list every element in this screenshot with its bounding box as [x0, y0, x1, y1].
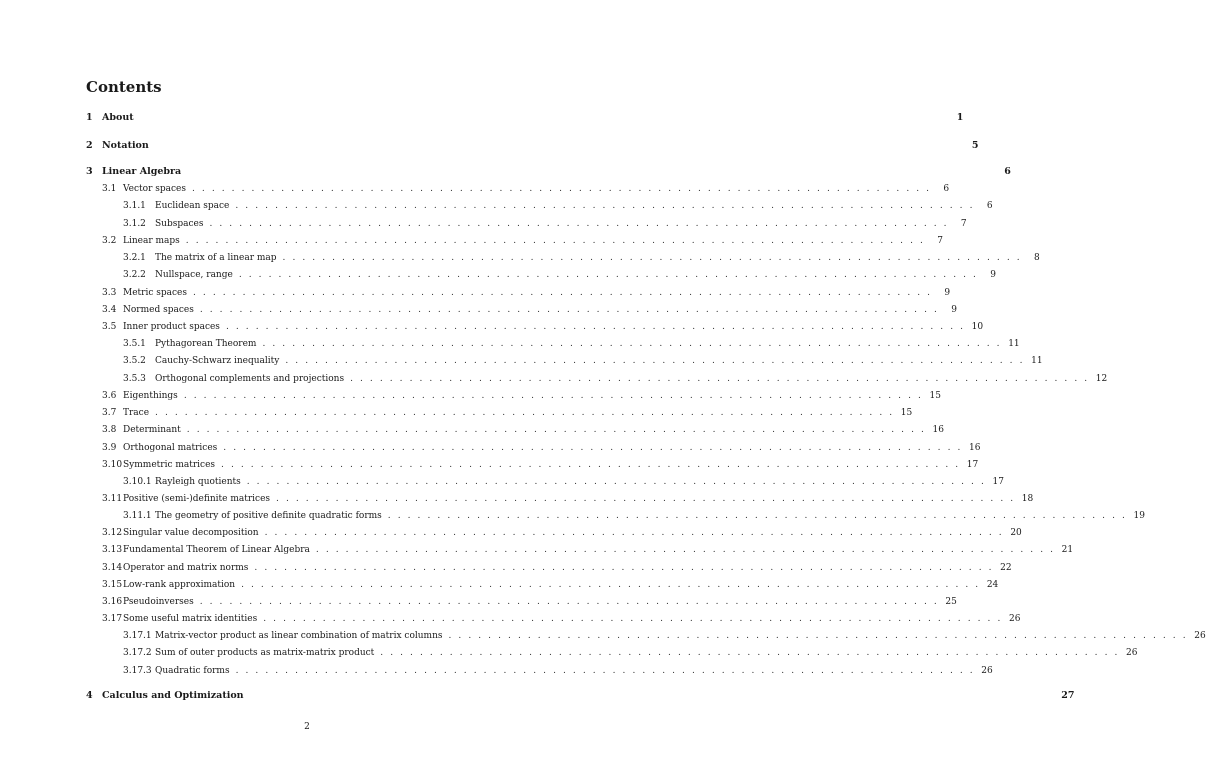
toc-dot-leader: . . . . . . . . . . . . . . . . . . . . . . . . . . . . . . . . . . . . . . . . . . . . . . . . . . . . . . . . . . . . . . . . . . . . . . . . . . .	[225, 322, 966, 332]
toc-entry-number: 3.1.2	[123, 219, 146, 229]
toc-entry-number: 3.17	[102, 614, 123, 624]
toc-entry-number: 1	[86, 112, 93, 123]
toc-entry-title: Linear Algebra	[102, 166, 182, 177]
toc-dot-leader: . . . . . . . . . . . . . . . . . . . . . . . . . . . . . . . . . . . . . . . . . . . . . . . . . . . . . . . . . . . . . . . . . . . . . . . . . . .	[199, 305, 939, 315]
toc-section-entry[interactable]	[102, 594, 957, 610]
toc-entry-number: 3.1	[102, 184, 117, 194]
toc-entry-title: Low-rank approximation	[123, 580, 236, 590]
toc-dot-leader: . . . . . . . . . . . . . . . . . . . . . . . . . . . . . . . . . . . . . . . . . . . . . . . . . . . . . . . . . . . . . . . . . . . . . . . . . . .	[254, 563, 994, 573]
toc-section-entry[interactable]	[102, 560, 1012, 576]
toc-entry-page: 26	[981, 666, 993, 676]
toc-entry-title: Rayleigh quotients	[155, 477, 241, 487]
toc-subsection-entry[interactable]	[123, 250, 1040, 266]
toc-entry-number: 3.2.2	[123, 270, 146, 280]
toc-entry-page: 26	[1008, 614, 1021, 624]
toc-dot-leader: . . . . . . . . . . . . . . . . . . . . . . . . . . . . . . . . . . . . . . . . . . . . . . . . . . . . . . . . . . . . . . . . . . . . . . . . . . .	[246, 477, 986, 487]
toc-entry-number: 3.15	[102, 580, 123, 590]
toc-entry-page: 5	[971, 140, 979, 151]
toc-entry-number: 4	[86, 690, 93, 701]
toc-entry-number: 3.4	[102, 305, 117, 315]
toc-section-entry[interactable]	[102, 233, 943, 249]
toc-dot-leader: . . . . . . . . . . . . . . . . . . . . . . . . . . . . . . . . . . . . . . . . . . . . . . . . . . . . . . . . . . . . . . . . . . . . . . . . . . .	[235, 201, 975, 211]
toc-entry-title: Sum of outer products as matrix-matrix product	[155, 648, 375, 658]
toc-entry-number: 3.13	[102, 545, 123, 555]
toc-section-entry[interactable]	[102, 302, 957, 318]
toc-dot-leader: . . . . . . . . . . . . . . . . . . . . . . . . . . . . . . . . . . . . . . . . . . . . . . . . . . . . . . . . . . . . . . . . . . . . . . . . . . .	[221, 460, 961, 470]
toc-section-entry[interactable]	[102, 611, 1021, 627]
toc-entry-title: Orthogonal matrices	[123, 443, 218, 453]
toc-entry-page: 16	[969, 443, 981, 453]
toc-entry-page: 9	[944, 288, 951, 298]
toc-dot-leader: . . . . . . . . . . . . . . . . . . . . . . . . . . . . . . . . . . . . . . . . . . . . . . . . . . . . . . . . . . . . . . . . . . . . . . . . . . .	[264, 528, 1004, 538]
toc-entry-page: 8	[1033, 253, 1040, 263]
toc-entry-number: 3.5.1	[123, 339, 146, 349]
toc-section-entry[interactable]	[102, 319, 984, 335]
toc-dot-leader: . . . . . . . . . . . . . . . . . . . . . . . . . . . . . . . . . . . . . . . . . . . . . . . . . . . . . . . . . . . . . . . . . . . . . . . . . . .	[241, 580, 981, 590]
toc-entry-number: 3.11.1	[123, 511, 152, 521]
toc-section-entry[interactable]	[102, 388, 941, 404]
toc-entry-number: 3.1.1	[123, 201, 146, 211]
toc-entry-page: 11	[1008, 339, 1020, 349]
toc-entry-page: 26	[1194, 631, 1206, 641]
toc-section-entry[interactable]	[102, 577, 999, 593]
toc-entry-number: 3.5.2	[123, 356, 146, 366]
toc-entry-title: Subspaces	[155, 219, 204, 229]
toc-entry-title: Determinant	[123, 425, 181, 435]
toc-entry-page: 6	[986, 201, 993, 211]
toc-entry-page: 17	[966, 460, 979, 470]
toc-dot-leader: . . . . . . . . . . . . . . . . . . . . . . . . . . . . . . . . . . . . . . . . . . . . . . . . . . . . . . . . . . . . . . . . . . . . . . . . . . .	[285, 356, 1025, 366]
toc-entry-page: 21	[1061, 545, 1074, 555]
toc-entry-number: 2	[86, 140, 93, 151]
toc-dot-leader: . . . . . . . . . . . . . . . . . . . . . . . . . . . . . . . . . . . . . . . . . . . . . . . . . . . . . . . . . . . . . . . . . . . . . . . . . . .	[209, 219, 949, 229]
toc-section-entry[interactable]	[102, 491, 1034, 507]
toc-subsection-entry[interactable]	[123, 628, 1206, 644]
toc-dot-leader: . . . . . . . . . . . . . . . . . . . . . . . . . . . . . . . . . . . . . . . . . . . . . . . . . . . . . . . . . . . . . . . . . . . . . . . . . . .	[199, 597, 939, 607]
toc-entry-title: Euclidean space	[155, 201, 230, 211]
toc-entry-title: Matrix-vector product as linear combination of matrix columns	[155, 631, 443, 641]
toc-entry-number: 3.9	[102, 443, 117, 453]
toc-dot-leader: . . . . . . . . . . . . . . . . . . . . . . . . . . . . . . . . . . . . . . . . . . . . . . . . . . . . . . . . . . . . . . . . . . . . . . . . . . .	[191, 184, 932, 194]
toc-dot-leader: . . . . . . . . . . . . . . . . . . . . . . . . . . . . . . . . . . . . . . . . . . . . . . . . . . . . . . . . . . . . . . . . . . . . . . . . . . .	[192, 288, 933, 298]
toc-entry-title: Normed spaces	[123, 305, 194, 315]
toc-entry-title: Quadratic forms	[155, 666, 230, 676]
toc-chapter-entry[interactable]	[86, 164, 1011, 180]
toc-section-entry[interactable]	[102, 181, 950, 197]
toc-subsection-entry[interactable]	[123, 645, 1138, 661]
toc-dot-leader: . . . . . . . . . . . . . . . . . . . . . . . . . . . . . . . . . . . . . . . . . . . . . . . . . . . . . . . . . . . . . . . . . . . . . . . . . . .	[262, 339, 1002, 349]
contents-heading: Contents	[86, 78, 162, 96]
toc-section-entry[interactable]	[102, 440, 981, 456]
toc-entry-title: Cauchy-Schwarz inequality	[155, 356, 280, 366]
toc-subsection-entry[interactable]	[123, 663, 993, 679]
toc-chapter-entry[interactable]	[86, 138, 979, 154]
toc-entry-page: 7	[960, 219, 967, 229]
toc-chapter-entry[interactable]	[86, 110, 964, 126]
toc-entry-title: Some useful matrix identities	[123, 614, 258, 624]
toc-entry-title: About	[102, 112, 134, 123]
toc-entry-title: Nullspace, range	[155, 270, 233, 280]
toc-section-entry[interactable]	[102, 422, 944, 438]
page-number: 2	[304, 722, 310, 732]
toc-entry-title: Positive (semi-)definite matrices	[123, 494, 271, 504]
toc-entry-page: 22	[1000, 563, 1012, 573]
toc-entry-title: Operator and matrix norms	[123, 563, 249, 573]
toc-entry-number: 3.10	[102, 460, 123, 470]
toc-section-entry[interactable]	[102, 542, 1074, 558]
toc-entry-page: 7	[937, 236, 943, 246]
toc-subsection-entry[interactable]	[123, 198, 993, 214]
toc-subsection-entry[interactable]	[123, 336, 1020, 352]
toc-entry-number: 3.12	[102, 528, 123, 538]
toc-entry-title: Metric spaces	[123, 288, 187, 298]
toc-entry-number: 3.5.3	[123, 374, 146, 384]
toc-entry-number: 3.8	[102, 425, 117, 435]
toc-entry-page: 24	[986, 580, 999, 590]
toc-dot-leader: . . . . . . . . . . . . . . . . . . . . . . . . . . . . . . . . . . . . . . . . . . . . . . . . . . . . . . . . . . . . . . . . . . . . . . . . . . .	[183, 391, 923, 401]
toc-entry-number: 3.17.2	[123, 648, 152, 658]
toc-entry-title: Eigenthings	[123, 391, 178, 401]
toc-entry-page: 20	[1010, 528, 1022, 538]
toc-dot-leader: . . . . . . . . . . . . . . . . . . . . . . . . . . . . . . . . . . . . . . . . . . . . . . . . . . . . . . . . . . . . . . . . . . . . . . . . . . .	[448, 631, 1188, 641]
toc-dot-leader: . . . . . . . . . . . . . . . . . . . . . . . . . . . . . . . . . . . . . . . . . . . . . . . . . . . . . . . . . . . . . . . . . . . . . . . . . . .	[238, 270, 978, 280]
toc-entry-page: 15	[929, 391, 941, 401]
toc-dot-leader: . . . . . . . . . . . . . . . . . . . . . . . . . . . . . . . . . . . . . . . . . . . . . . . . . . . . . . . . . . . . . . . . . . . . . . . . . . .	[387, 511, 1127, 521]
toc-entry-number: 3.17.3	[123, 666, 152, 676]
toc-entry-number: 3.11	[102, 494, 123, 504]
toc-entry-title: Notation	[102, 140, 149, 151]
toc-entry-number: 3.10.1	[123, 477, 152, 487]
toc-dot-leader: . . . . . . . . . . . . . . . . . . . . . . . . . . . . . . . . . . . . . . . . . . . . . . . . . . . . . . . . . . . . . . . . . . . . . . . . . . .	[223, 443, 963, 453]
toc-entry-title: Fundamental Theorem of Linear Algebra	[123, 545, 310, 555]
toc-entry-title: Vector spaces	[123, 184, 186, 194]
toc-section-entry[interactable]	[102, 525, 1022, 541]
toc-section-entry[interactable]	[102, 457, 979, 473]
toc-dot-leader: . . . . . . . . . . . . . . . . . . . . . . . . . . . . . . . . . . . . . . . . . . . . . . . . . . . . . . . . . . . . . . . . . . . . . . . . . . .	[315, 545, 1056, 555]
toc-entry-page: 12	[1095, 374, 1108, 384]
toc-entry-number: 3	[86, 166, 93, 177]
toc-entry-title: The geometry of positive definite quadratic forms	[155, 511, 382, 521]
toc-entry-title: Orthogonal complements and projections	[155, 374, 345, 384]
toc-entry-number: 3.2.1	[123, 253, 146, 263]
toc-chapter-entry[interactable]	[86, 688, 1075, 704]
toc-subsection-entry[interactable]	[123, 267, 996, 283]
toc-entry-page: 17	[992, 477, 1004, 487]
toc-entry-page: 16	[932, 425, 944, 435]
toc-entry-page: 9	[951, 305, 957, 315]
toc-subsection-entry[interactable]	[123, 371, 1108, 387]
toc-entry-title: Symmetric matrices	[123, 460, 216, 470]
toc-dot-leader: . . . . . . . . . . . . . . . . . . . . . . . . . . . . . . . . . . . . . . . . . . . . . . . . . . . . . . . . . . . . . . . . . . . . . . . . . . .	[282, 253, 1022, 263]
toc-dot-leader: . . . . . . . . . . . . . . . . . . . . . . . . . . . . . . . . . . . . . . . . . . . . . . . . . . . . . . . . . . . . . . . . . . . . . . . . . . .	[155, 408, 895, 418]
toc-dot-leader: . . . . . . . . . . . . . . . . . . . . . . . . . . . . . . . . . . . . . . . . . . . . . . . . . . . . . . . . . . . . . . . . . . . . . . . . . . .	[263, 614, 1003, 624]
toc-entry-page: 25	[945, 597, 957, 607]
toc-entry-title: Trace	[123, 408, 150, 418]
toc-entry-number: 3.3	[102, 288, 117, 298]
toc-entry-number: 3.7	[102, 408, 117, 418]
toc-entry-number: 3.6	[102, 391, 117, 401]
toc-subsection-entry[interactable]	[123, 508, 1145, 524]
toc-entry-page: 6	[943, 184, 950, 194]
toc-entry-page: 19	[1133, 511, 1145, 521]
toc-entry-page: 18	[1021, 494, 1034, 504]
toc-subsection-entry[interactable]	[123, 353, 1043, 369]
toc-subsection-entry[interactable]	[123, 474, 1004, 490]
toc-entry-page: 15	[900, 408, 913, 418]
toc-entry-title: Linear maps	[123, 236, 180, 246]
toc-entry-page: 9	[990, 270, 996, 280]
toc-entry-title: Pseudoinverses	[123, 597, 194, 607]
toc-entry-page: 27	[1061, 690, 1075, 701]
toc-entry-title: Singular value decomposition	[123, 528, 259, 538]
toc-dot-leader: . . . . . . . . . . . . . . . . . . . . . . . . . . . . . . . . . . . . . . . . . . . . . . . . . . . . . . . . . . . . . . . . . . . . . . . . . . .	[185, 236, 925, 246]
toc-entry-number: 3.5	[102, 322, 117, 332]
toc-entry-title: The matrix of a linear map	[155, 253, 277, 263]
toc-dot-leader: . . . . . . . . . . . . . . . . . . . . . . . . . . . . . . . . . . . . . . . . . . . . . . . . . . . . . . . . . . . . . . . . . . . . . . . . . . .	[186, 425, 926, 435]
toc-entry-number: 3.17.1	[123, 631, 152, 641]
toc-dot-leader: . . . . . . . . . . . . . . . . . . . . . . . . . . . . . . . . . . . . . . . . . . . . . . . . . . . . . . . . . . . . . . . . . . . . . . . . . . .	[276, 494, 1016, 504]
toc-entry-page: 10	[971, 322, 984, 332]
toc-section-entry[interactable]	[102, 405, 913, 421]
toc-subsection-entry[interactable]	[123, 216, 967, 232]
toc-entry-number: 3.16	[102, 597, 123, 607]
toc-section-entry[interactable]	[102, 285, 951, 301]
toc-dot-leader: . . . . . . . . . . . . . . . . . . . . . . . . . . . . . . . . . . . . . . . . . . . . . . . . . . . . . . . . . . . . . . . . . . . . . . . . . . .	[350, 374, 1090, 384]
toc-entry-page: 6	[1004, 166, 1011, 177]
toc-entry-title: Pythagorean Theorem	[155, 339, 257, 349]
toc-entry-page: 26	[1126, 648, 1138, 658]
toc-dot-leader: . . . . . . . . . . . . . . . . . . . . . . . . . . . . . . . . . . . . . . . . . . . . . . . . . . . . . . . . . . . . . . . . . . . . . . . . . . .	[235, 666, 975, 676]
toc-entry-number: 3.2	[102, 236, 117, 246]
toc-entry-page: 11	[1031, 356, 1043, 366]
toc-entry-number: 3.14	[102, 563, 123, 573]
toc-entry-page: 1	[956, 112, 964, 123]
toc-entry-title: Inner product spaces	[123, 322, 220, 332]
toc-dot-leader: . . . . . . . . . . . . . . . . . . . . . . . . . . . . . . . . . . . . . . . . . . . . . . . . . . . . . . . . . . . . . . . . . . . . . . . . . . .	[380, 648, 1120, 658]
toc-entry-title: Calculus and Optimization	[102, 690, 244, 701]
